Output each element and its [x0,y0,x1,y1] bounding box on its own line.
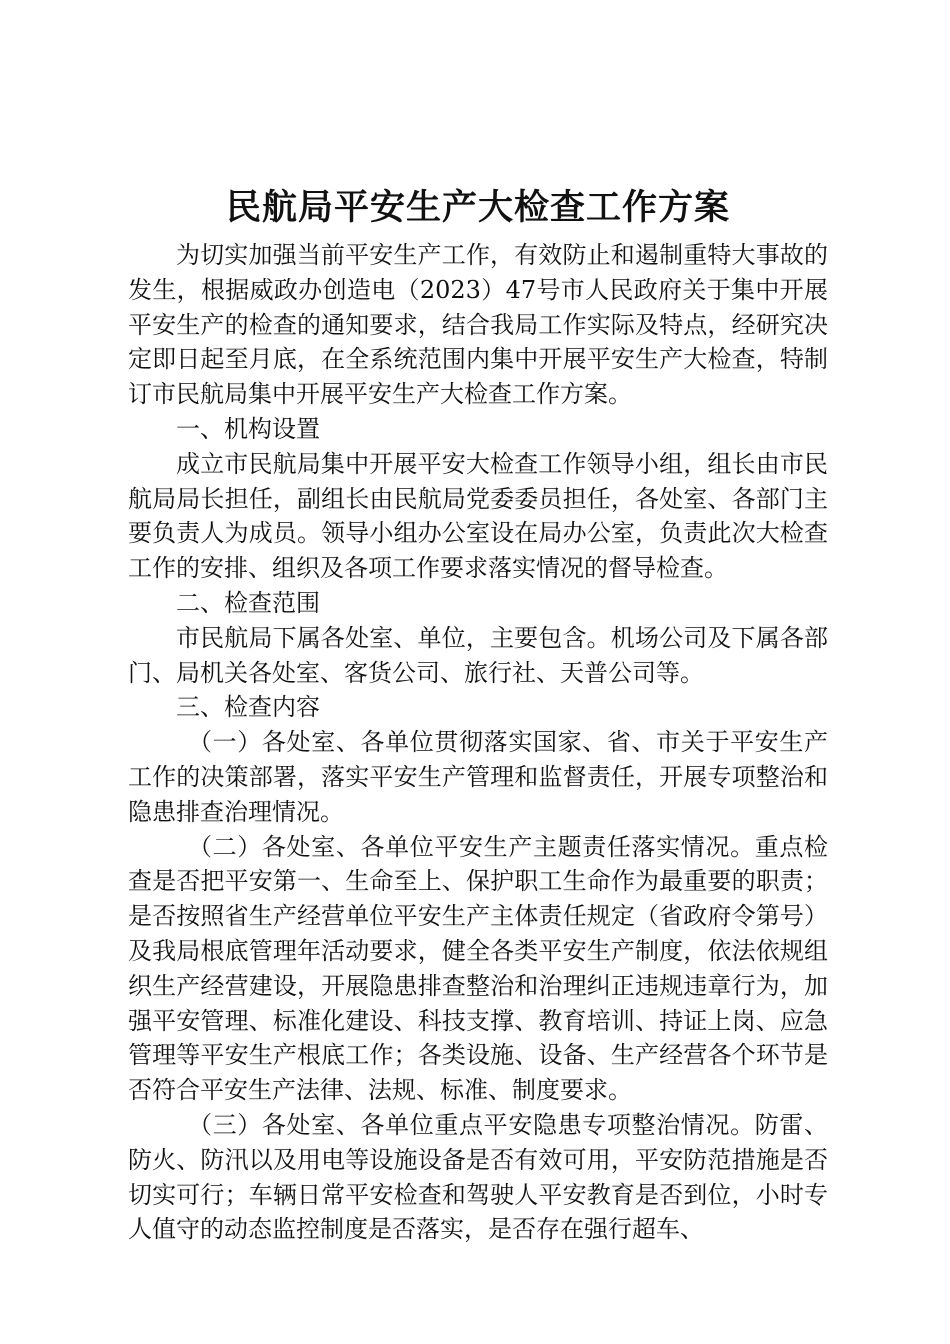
intro-paragraph: 为切实加强当前平安生产工作，有效防止和遏制重特大事故的发生，根据威政办创造电（2023）47号市人民政府关于集中开展平安生产的检查的通知要求，结合我局工作实际及特点，经研究决定即日起至月底，在全系统范围内集中开展平安生产大检查，特制订市民航局集中开展平安生产大检查工作方案。 [128,241,828,409]
section-heading-organization: 一、机构设置 [176,414,320,443]
content-item-2: （二）各处室、各单位平安生产主题责任落实情况。重点检查是否把平安第一、生命至上、保护职工生命作为最重要的职责；是否按照省生产经营单位平安生产主体责任规定（省政府令第号）及我局根底管理年活动要求，健全各类平安生产制度，依法依规组织生产经营建设，开展隐患排查整治和治理纠正违规违章行为，加强平安管理、标准化建设、科技支撑、教育培训、持证上岗、应急管理等平安生产根底工作；各类设施、设备、生产经营各个环节是否符合平安生产法律、法规、标准、制度要求。 [128,832,828,1105]
section-heading-scope: 二、检查范围 [176,588,320,617]
content-item-1: （一）各处室、各单位贯彻落实国家、省、市关于平安生产工作的决策部署，落实平安生产管理和监督责任，开展专项整治和隐患排查治理情况。 [128,728,828,826]
document-page [128,180,828,1247]
content-item-3: （三）各处室、各单位重点平安隐患专项整治情况。防雷、防火、防汛以及用电等设施设备是否有效可用，平安防范措施是否切实可行；车辆日常平安检查和驾驶人平安教育是否到位，小时专人值守的动态监控制度是否落实，是否存在强行超车、 [128,1110,828,1244]
section-heading-content: 三、检查内容 [176,693,320,722]
document-title: 民航局平安生产大检查工作方案 [225,187,730,228]
section-body-organization: 成立市民航局集中开展平安大检查工作领导小组，组长由市民航局局长担任，副组长由民航局党委委员担任，各处室、各部门主要负责人为成员。领导小组办公室设在局办公室，负责此次大检查工作的安排、组织及各项工作要求落实情况的督导检查。 [128,449,828,583]
section-body-scope: 市民航局下属各处室、单位，主要包含。机场公司及下属各部门、局机关各处室、客货公司、旅行社、天普公司等。 [128,623,828,687]
